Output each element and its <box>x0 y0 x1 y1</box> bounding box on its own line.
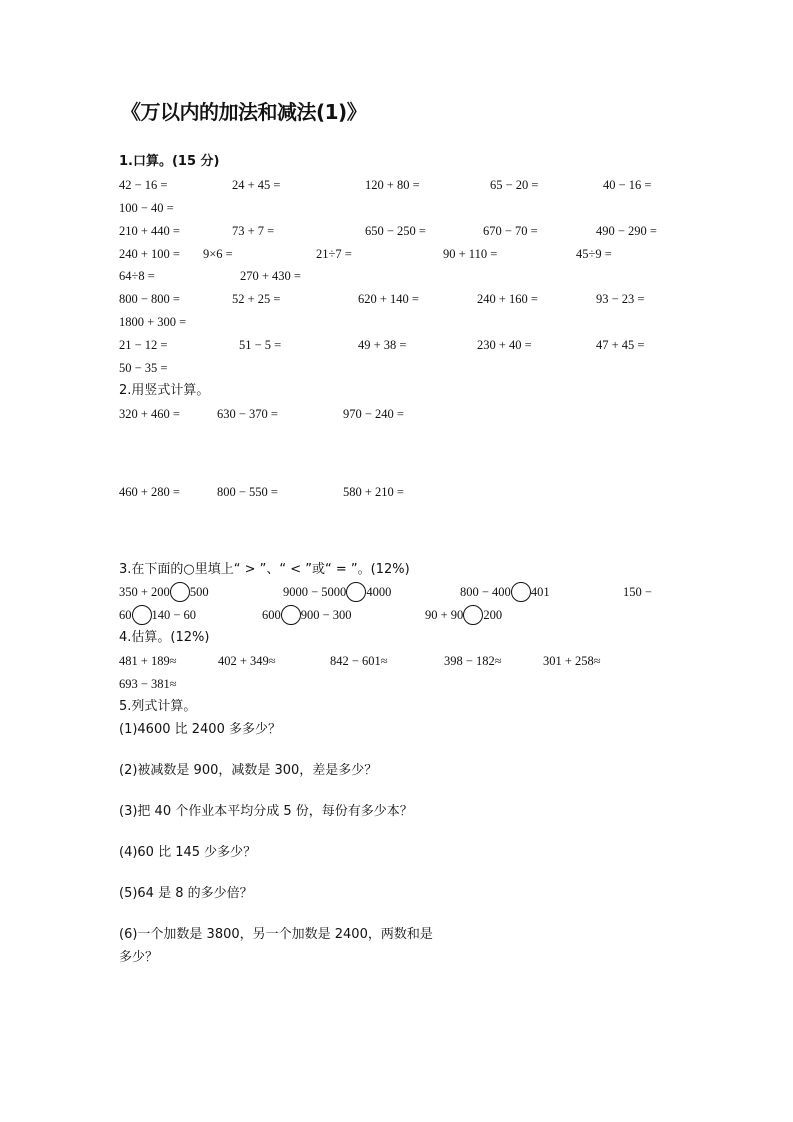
oral-problem: 51 − 5 = <box>239 338 282 352</box>
compare-circle[interactable] <box>511 582 531 602</box>
compare-left: 90 + 90 <box>425 608 464 622</box>
oral-problem: 73 + 7 = <box>232 224 275 238</box>
section-4-heading: 4.估算。(12%) <box>119 630 210 645</box>
page-title: 《万以内的加法和减法(1)》 <box>121 100 367 124</box>
oral-problem: 100 − 40 = <box>119 201 174 215</box>
compare-right: 200 <box>483 608 503 622</box>
estimate-problem: 481 + 189≈ <box>119 654 177 668</box>
oral-problem: 50 − 35 = <box>119 361 168 375</box>
oral-problem: 47 + 45 = <box>596 338 645 352</box>
estimate-problem: 398 − 182≈ <box>444 654 502 668</box>
oral-problem: 64÷8 = <box>119 269 155 283</box>
compare-circle[interactable] <box>170 582 190 602</box>
compare-circle[interactable] <box>281 605 301 625</box>
compare-right: 140 − 60 <box>151 608 197 622</box>
oral-problem: 210 + 440 = <box>119 224 180 238</box>
compare-item <box>262 604 352 626</box>
compare-left: 600 <box>262 608 281 622</box>
oral-problem: 1800 + 300 = <box>119 315 187 329</box>
oral-problem: 40 − 16 = <box>603 178 652 192</box>
compare-left: 9000 − 5000 <box>283 585 347 599</box>
vertical-calc-problem: 320 + 460 = <box>119 407 180 421</box>
oral-problem: 21÷7 = <box>316 247 352 261</box>
compare-item <box>283 581 391 603</box>
compare-left: 150 − <box>623 585 652 599</box>
estimate-problem: 842 − 601≈ <box>330 654 388 668</box>
compare-left: 800 − 400 <box>460 585 511 599</box>
oral-problem: 21 − 12 = <box>119 338 168 352</box>
oral-problem: 230 + 40 = <box>477 338 532 352</box>
compare-item-wrapped <box>623 581 652 603</box>
oral-problem: 52 + 25 = <box>232 292 281 306</box>
compare-item <box>119 604 196 626</box>
section-5-heading: 5.列式计算。 <box>119 699 197 714</box>
oral-problem: 270 + 430 = <box>240 269 301 283</box>
compare-circle[interactable] <box>346 582 366 602</box>
vertical-calc-problem: 580 + 210 = <box>343 485 404 499</box>
oral-problem: 93 − 23 = <box>596 292 645 306</box>
vertical-calc-problem: 970 − 240 = <box>343 407 404 421</box>
section-1-heading: 1.口算。(15 分) <box>119 154 220 169</box>
oral-problem: 670 − 70 = <box>483 224 538 238</box>
oral-problem: 65 − 20 = <box>490 178 539 192</box>
compare-item <box>425 604 502 626</box>
word-problem: (6)一个加数是 3800，另一个加数是 2400，两数和是 <box>119 927 433 942</box>
section-3-heading: 3.在下面的○里填上“ > ”、“ < ”或“ = ”。(12%) <box>119 562 410 577</box>
compare-circle[interactable] <box>463 605 483 625</box>
oral-problem: 620 + 140 = <box>358 292 419 306</box>
estimate-problem: 301 + 258≈ <box>543 654 601 668</box>
vertical-calc-problem: 630 − 370 = <box>217 407 278 421</box>
word-problem: (3)把 40 个作业本平均分成 5 份，每份有多少本？ <box>119 804 413 819</box>
oral-problem: 24 + 45 = <box>232 178 281 192</box>
compare-item <box>119 581 209 603</box>
oral-problem: 240 + 160 = <box>477 292 538 306</box>
oral-problem: 490 − 290 = <box>596 224 657 238</box>
oral-problem: 42 − 16 = <box>119 178 168 192</box>
word-problem: (4)60 比 145 少多少？ <box>119 845 257 860</box>
compare-left: 60 <box>119 608 132 622</box>
oral-problem: 800 − 800 = <box>119 292 180 306</box>
oral-problem: 120 + 80 = <box>365 178 420 192</box>
compare-right: 401 <box>530 585 550 599</box>
word-problem-continued: 多少？ <box>119 950 159 965</box>
oral-problem: 240 + 100 = <box>119 247 180 261</box>
vertical-calc-problem: 800 − 550 = <box>217 485 278 499</box>
estimate-problem: 402 + 349≈ <box>218 654 276 668</box>
section-2-heading: 2.用竖式计算。 <box>119 383 210 398</box>
oral-problem: 650 − 250 = <box>365 224 426 238</box>
oral-problem: 45÷9 = <box>576 247 612 261</box>
compare-right: 500 <box>189 585 209 599</box>
compare-left: 350 + 200 <box>119 585 170 599</box>
word-problem: (5)64 是 8 的多少倍？ <box>119 886 253 901</box>
estimate-problem: 693 − 381≈ <box>119 677 177 691</box>
word-problem: (2)被减数是 900，减数是 300，差是多少？ <box>119 763 378 778</box>
oral-problem: 90 + 110 = <box>443 247 498 261</box>
compare-right: 900 − 300 <box>300 608 352 622</box>
compare-right: 4000 <box>366 585 392 599</box>
oral-problem: 49 + 38 = <box>358 338 407 352</box>
vertical-calc-problem: 460 + 280 = <box>119 485 180 499</box>
compare-circle[interactable] <box>132 605 152 625</box>
compare-item <box>460 581 550 603</box>
oral-problem: 9×6 = <box>203 247 233 261</box>
word-problem: (1)4600 比 2400 多多少？ <box>119 722 281 737</box>
